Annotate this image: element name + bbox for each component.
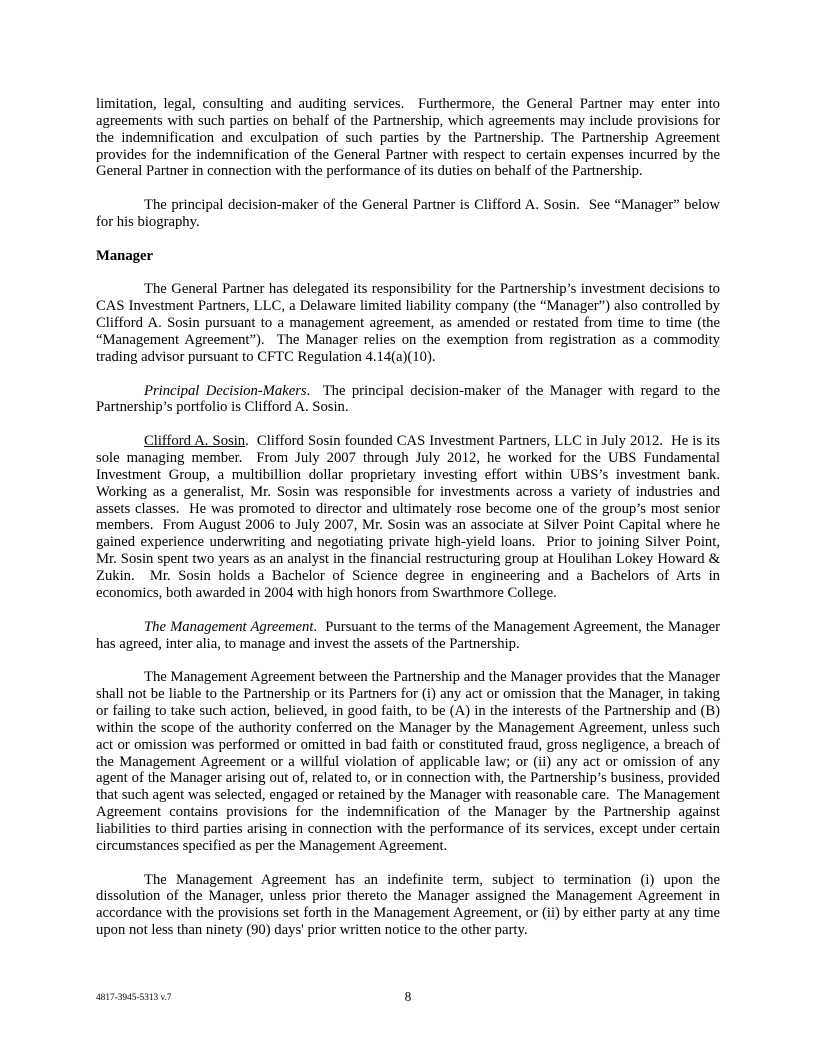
paragraph-manager-intro: The General Partner has delegated its responsibility for the Partnership’s investment decisions to CAS Investment Partners, LLC, a Delaware limited liability company (the “Manager”) also controlled by Clifford A. Sosin pursuant to a management agreement, as amended or restated from time to time (the “Management Agreement”). The Manager relies on the exemption from registration as a commodity trading advisor pursuant to CFTC Regulation 4.14(a)(10).: [96, 281, 724, 365]
paragraph-term: The Management Agreement has an indefinite term, subject to termination (i) upon the dissolution of the Manager, unless prior thereto the Manager assigned the Management Agreement in accordance with the provisions set forth in the Management Agreement, or (ii) by either party at any time upon not less than ninety (90) days' prior written notice to the other party.: [96, 871, 724, 939]
paragraph-text-principal-decision-makers: . The principal decision-maker of the Manager with regard to the Partnership’s portfolio is Clifford A. Sosin.: [96, 382, 724, 416]
paragraph-lead-sosin-bio: Clifford A. Sosin: [144, 433, 246, 450]
page-number: 8: [404, 989, 412, 1004]
paragraph-gp-decision-maker: The principal decision-maker of the General Partner is Clifford A. Sosin. See “Manager” below for his biography.: [96, 197, 724, 231]
document-body: [96, 96, 728, 956]
section-heading-manager: Manager: [96, 247, 153, 264]
footer-document-id: 4817-3945-5313 v.7: [96, 993, 172, 1003]
paragraph-management-agreement: [96, 618, 724, 653]
paragraph-sosin-bio: [96, 433, 728, 602]
paragraph-liability: The Management Agreement between the Partnership and the Manager provides that the Manager shall not be liable to the Partnership or its Partners for (i) any act or omission that the Manager, in taking or failing to take such action, believed, in good faith, to be (A) in the interests of the Partnership and (B) within the scope of the authority conferred on the Manager by the Management Agreement, unless such act or omission was performed or omitted in bad faith or constituted fraud, gross negligence, a breach of the Management Agreement or a willful violation of applicable law; or (ii) any act or omission of any agent of the Manager arising out of, related to, or in connection with, the Partnership’s business, provided that such agent was selected, engaged or retained by the Manager with reasonable care. The Management Agreement contains provisions for the indemnification of the Manager by the Partnership against liabilities to third parties arising in connection with the performance of its services, except under certain circumstances specified as per the Management Agreement.: [96, 669, 724, 854]
paragraph-principal-decision-makers: [96, 382, 724, 417]
paragraph-lead-principal-decision-makers: Principal Decision-Makers: [144, 382, 307, 399]
paragraph-text-sosin-bio: . Clifford Sosin founded CAS Investment Partners, LLC in July 2012. He is its sole managing member. From July 2007 through July 2012, he worked for the UBS Fundamental Investment Group, a multibillion dollar proprietary investing effort within UBS’s investment bank. Working as a generalist, Mr. Sosin was responsible for investments across a variety of industries and assets classes. He was promoted to director and ultimately rose become one of the group’s most senior members. From August 2006 to July 2007, Mr. Sosin was an associate at Silver Point Capital where he gained experience underwriting and negotiating private high-yield loans. Prior to joining Silver Point, Mr. Sosin spent two years as an analyst in the financial restructuring group at Houlihan Lokey Howard & Zukin. Mr. Sosin holds a Bachelor of Science degree in engineering and a Bachelors of Arts in economics, both awarded in 2004 with high honors from Swarthmore College.: [96, 433, 728, 601]
paragraph-lead-management-agreement: The Management Agreement: [144, 618, 314, 635]
paragraph-text-management-agreement: . Pursuant to the terms of the Management Agreement, the Manager has agreed, inter alia, to manage and invest the assets of the Partnership.: [96, 618, 724, 652]
paragraph-continuation: limitation, legal, consulting and auditing services. Furthermore, the General Partner may enter into agreements with such parties on behalf of the Partnership, which agreements may include provisions for the indemnification and exculpation of such parties by the Partnership. The Partnership Agreement provides for the indemnification of the General Partner with respect to certain expenses incurred by the General Partner in connection with the performance of its duties on behalf of the Partnership.: [96, 96, 724, 180]
